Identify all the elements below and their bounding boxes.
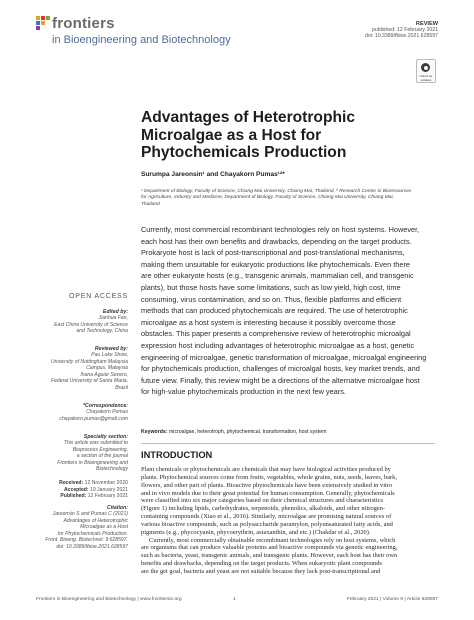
- abstract-line: obstacles. This paper presents a comprehensive review of heterotrophic microalgal: [141, 329, 411, 339]
- abstract-line: making them unsuitable for eukaryotic productions like phytochemicals. Even there: [141, 259, 411, 269]
- author-list: Surumpa Jareonsin¹ and Chayakorn Pumas¹²*: [141, 171, 285, 178]
- affiliation-line: Thailand: [141, 201, 160, 207]
- accepted-date: Accepted: 19 January 2021: [63, 486, 128, 493]
- abstract-line: expression host including advantages of heterotrophic microalgae as a host, genetic: [141, 340, 415, 350]
- section-heading: INTRODUCTION: [141, 450, 213, 460]
- frontiers-logo-icon: [36, 16, 50, 30]
- body-line: various bioactive compounds, such as polysaccharide paramylon, polyunsaturated fatty acids, and: [141, 520, 393, 528]
- specialty-line: This article was submitted to: [63, 440, 128, 446]
- reviewer-line: University of Nottingham Malaysia: [50, 358, 128, 365]
- body-line: are organisms that can produce valuable proteins and bioactive compounds via genetic engineering,: [141, 544, 398, 552]
- citation-label: Citation:: [106, 505, 128, 511]
- journal-logo: [36, 16, 266, 56]
- body-line: (Figure 1) including lipids, carbohydrates, terpenoids, phenolics, alkaloids, and other nitrogen-: [141, 505, 386, 513]
- keywords-list: microalgae, heterotroph, phytochemical, transformation, host system: [168, 429, 327, 435]
- abstract-line: methods that can produced phytochemicals are required. The use of heterotrophic: [141, 306, 408, 316]
- abstract: [141, 224, 435, 398]
- abstract-line: Currently, most commercial recombinant technologies rely on host systems. However,: [141, 225, 420, 234]
- reviewer-line: Campus, Malaysia: [86, 365, 128, 372]
- keywords-label: Keywords:: [141, 429, 168, 435]
- citation-line: Front. Bioeng. Biotechnol. 9:628597.: [45, 537, 128, 544]
- dates-block: [36, 480, 128, 500]
- keywords: [141, 429, 326, 435]
- corresponding-email[interactable]: chayakorn.pumas@gmail.com: [59, 415, 128, 422]
- abstract-line: each host has their own benefits and drawbacks, depending on the target products.: [141, 236, 412, 246]
- open-access-label: OPEN ACCESS: [69, 293, 128, 300]
- reviewer-line: Pau Loke Show,: [91, 352, 128, 358]
- article-meta: [288, 21, 438, 40]
- intro-body: [141, 466, 435, 576]
- abstract-line: consuming, virus contamination, and so on. Thus, flexible platforms and efficient: [141, 294, 402, 304]
- body-line: such as bacteria, yeast, transgenic animals, and transgenic plants. However, each host has their own: [141, 552, 398, 560]
- abstract-line: engineering of microalgae, genetic transformation of microalgae, microalgal engineering: [141, 352, 427, 362]
- reviewer-line: Ihana Aguiar Severo,: [80, 371, 128, 378]
- body-line: Plant chemicals or phytochemicals are chemicals that may have biological activities produced by: [141, 466, 391, 473]
- check-for-updates-button[interactable]: [416, 59, 436, 83]
- abstract-line: for phytochemicals production, challenges of microalgal hosts, key market trends, and: [141, 364, 420, 374]
- correspondence-block: [36, 403, 128, 422]
- reviewer-line: Brazil: [115, 384, 128, 391]
- body-line: were classified into six major categories based on their chemical structures and characteristics: [141, 497, 384, 505]
- body-line: pigments (e.g., phycocyanin, phycoerythrin, astaxanthin, and etc.) (Chakdar et al., 2020).: [141, 528, 371, 536]
- specialty-section-block: [36, 434, 128, 473]
- reviewed-by-label: Reviewed by:: [94, 346, 128, 352]
- citation-line: Advantages of Heterotrophic: [63, 517, 128, 524]
- abstract-line: Prokaryote host is lack of post-transcriptional and post-translational mechanisms,: [141, 248, 405, 258]
- reviewer-line: Federal University of Santa Maria,: [50, 378, 128, 385]
- edited-by-label: Edited by:: [102, 309, 128, 315]
- edited-by-block: [36, 309, 128, 335]
- body-line: and in vivo models due to their great potential for human consumption. Generally, phytochemicals: [141, 489, 395, 497]
- page-number: 1: [233, 597, 236, 602]
- section-divider: [141, 443, 435, 444]
- doi-link[interactable]: doi: 10.3389/fbioe.2021.628597: [365, 33, 438, 40]
- abstract-line: are other eukaryote hosts (e.g., transgenic animals, mammalian cell, and transgenic: [141, 271, 414, 281]
- affiliation-line: ¹ Department of Biology, Faculty of Science, Chiang Mai University, Chiang Mai, Thailand, ² Research Center in Bioresources: [141, 189, 412, 194]
- body-line: are the get goal, bacteria and yeast are not suitable because they lack post-transcriptional and: [141, 567, 381, 575]
- correspondence-label: *Correspondence:: [83, 403, 128, 409]
- brand-name: frontiers: [52, 15, 115, 32]
- corresponding-author: Chayakorn Pumas: [86, 409, 128, 415]
- specialty-line: Frontiers in Bioengineering and: [57, 459, 128, 466]
- body-line: flowers, and other part of plants. Bioactive phytochemicals have been extensively studied in vitro: [141, 481, 393, 489]
- affiliation-line: for Agriculture, Industry and Medicine, Department of Biology, Faculty of Science, Chiang Mai University, Chiang Mai,: [141, 195, 394, 201]
- citation-doi[interactable]: doi: 10.3389/fbioe.2021.628597: [56, 543, 128, 550]
- body-line: benefits and drawbacks, depending on the target products. When eukaryotic plant compounds: [141, 560, 382, 568]
- article-title: Advantages of Heterotrophic Microalgae as a Host for Phytochemicals Production: [141, 109, 356, 161]
- received-date: Received: 12 November 2020: [59, 480, 128, 486]
- article-type: REVIEW: [415, 21, 438, 27]
- editor-line: and Technology, China: [76, 328, 128, 335]
- specialty-line: Biotechnology: [95, 466, 128, 473]
- reviewed-by-block: [36, 346, 128, 392]
- abstract-line: for high-value phytochemicals production in the next few years.: [141, 387, 346, 397]
- specialty-section-label: Specialty section:: [83, 434, 128, 440]
- crossmark-icon: [421, 63, 430, 72]
- published-date-sidebar: Published: 12 February 2021: [60, 493, 128, 500]
- body-line: Currently, most commercially obtainable recombinant technologies rely on host systems, which: [141, 536, 396, 544]
- crossmark-label: Check for updates: [419, 74, 433, 82]
- abstract-line: microalgae as a host system is interesting because it possibly overcome those: [141, 317, 396, 327]
- editor-line: Jianhua Fan,: [98, 315, 128, 321]
- citation-line: Microalgae as a Host: [80, 524, 128, 531]
- footer-volume: February 2021 | Volume 9 | Article 628597: [346, 597, 438, 602]
- editor-line: East China University of Science: [54, 321, 128, 328]
- body-line: plants. Phytochemical sources come from fruits, vegetables, whole grains, nuts, seeds, leaves, bark,: [141, 473, 398, 481]
- affiliations: [141, 189, 433, 208]
- body-line: containing compounds (Xiao et al., 2016). Similarly, microalgae are promising natural sources of: [141, 513, 392, 521]
- citation-line: Jareonsin S and Pumas C (2021): [52, 511, 128, 517]
- journal-name: in Bioengineering and Biotechnology: [52, 34, 231, 46]
- citation-line: for Phytochemicals Production.: [57, 530, 128, 537]
- abstract-line: future view. Finally, this review might be a directions of the alternative microalgae host: [141, 375, 420, 385]
- footer-journal[interactable]: Frontiers in Bioengineering and Biotechnology | www.frontiersin.org: [36, 597, 182, 602]
- specialty-line: a section of the journal: [76, 453, 128, 460]
- specialty-line: Bioprocess Engineering,: [72, 446, 128, 453]
- abstract-line: plants), but those hosts have some limitations, such as low yield, high cost, time: [141, 282, 401, 292]
- citation-block: [36, 505, 128, 551]
- published-date: published: 12 February 2021: [371, 27, 438, 34]
